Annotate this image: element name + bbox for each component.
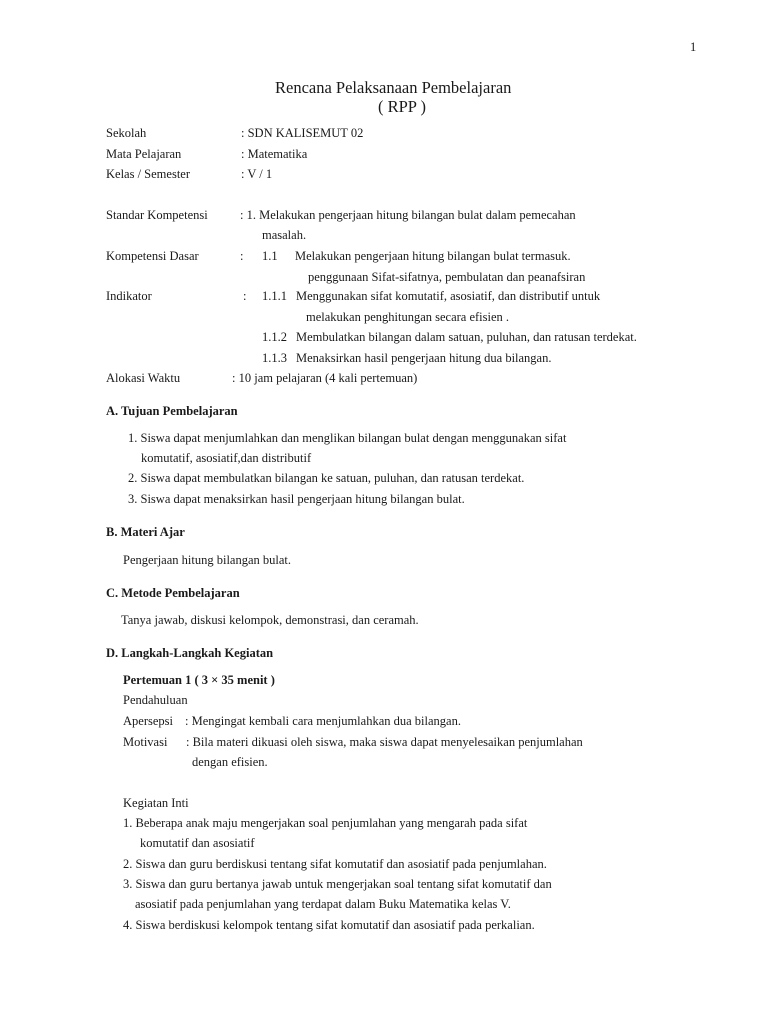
kegiatan-inti-item-2: 2. Siswa dan guru berdiskusi tentang sifat komutatif dan asosiatif pada penjumlahan.	[123, 857, 547, 871]
section-a-heading: A. Tujuan Pembelajaran	[106, 404, 238, 418]
standar-kompetensi-line1: : 1. Melakukan pengerjaan hitung bilangan bulat dalam pemecahan	[240, 208, 576, 222]
indikator-item-text: Menaksirkan hasil pengerjaan hitung dua bilangan.	[296, 351, 552, 365]
indikator-item-number: 1.1.3	[262, 351, 287, 365]
standar-kompetensi-line2: masalah.	[262, 228, 307, 242]
indikator-item-text: Membulatkan bilangan dalam satuan, puluhan, dan ratusan terdekat.	[296, 330, 637, 344]
indikator-item-number: 1.1.1	[262, 289, 287, 303]
apersepsi-text: : Mengingat kembali cara menjumlahkan dua bilangan.	[185, 714, 461, 728]
section-c-text: Tanya jawab, diskusi kelompok, demonstrasi, dan ceramah.	[121, 613, 419, 627]
kompetensi-dasar-number: 1.1	[262, 249, 278, 263]
kompetensi-dasar-colon: :	[240, 249, 244, 263]
identity-label-subject: Mata Pelajaran	[106, 147, 182, 161]
kegiatan-inti-item-1: 1. Beberapa anak maju mengerjakan soal penjumlahan yang mengarah pada sifat	[123, 816, 528, 830]
kegiatan-inti-item-1-cont: komutatif dan asosiatif	[140, 836, 255, 850]
pertemuan-heading: Pertemuan 1 ( 3 × 35 menit )	[123, 673, 275, 687]
identity-value-school: : SDN KALISEMUT 02	[241, 126, 364, 140]
section-a-item-3: 3. Siswa dapat menaksirkan hasil pengerjaan hitung bilangan bulat.	[128, 492, 465, 506]
indikator-item-text: Menggunakan sifat komutatif, asosiatif, dan distributif untuk	[296, 289, 601, 303]
motivasi-label: Motivasi	[123, 735, 168, 749]
kegiatan-inti-label: Kegiatan Inti	[123, 796, 189, 810]
document-subtitle: ( RPP )	[378, 97, 426, 116]
identity-label-class: Kelas / Semester	[106, 167, 191, 181]
indikator-item-number: 1.1.2	[262, 330, 287, 344]
kegiatan-inti-item-3: 3. Siswa dan guru bertanya jawab untuk mengerjakan soal tentang sifat komutatif dan	[123, 877, 552, 891]
apersepsi-label: Apersepsi	[123, 714, 173, 728]
alokasi-waktu-label: Alokasi Waktu	[106, 371, 181, 385]
kegiatan-inti-item-4: 4. Siswa berdiskusi kelompok tentang sifat komutatif dan asosiatif pada perkalian.	[123, 918, 535, 932]
identity-value-class: : V / 1	[241, 167, 273, 181]
indikator-label: Indikator	[106, 289, 152, 303]
motivasi-text: : Bila materi dikuasi oleh siswa, maka siswa dapat menyelesaikan penjumlahan	[186, 735, 583, 749]
page-number: 1	[690, 40, 697, 54]
document-title: Rencana Pelaksanaan Pembelajaran	[275, 78, 512, 97]
kompetensi-dasar-line2: penggunaan Sifat-sifatnya, pembulatan dan peanafsiran	[308, 270, 586, 284]
pendahuluan-label: Pendahuluan	[123, 693, 188, 707]
section-a-item-2: 2. Siswa dapat membulatkan bilangan ke satuan, puluhan, dan ratusan terdekat.	[128, 471, 525, 485]
indikator-colon: :	[243, 289, 247, 303]
section-b-heading: B. Materi Ajar	[106, 525, 185, 539]
section-d-heading: D. Langkah-Langkah Kegiatan	[106, 646, 274, 660]
alokasi-waktu-value: : 10 jam pelajaran (4 kali pertemuan)	[232, 371, 418, 385]
identity-label-school: Sekolah	[106, 126, 147, 140]
standar-kompetensi-label: Standar Kompetensi	[106, 208, 208, 222]
kegiatan-inti-item-3-cont: asosiatif pada penjumlahan yang terdapat dalam Buku Matematika kelas V.	[135, 897, 511, 911]
indikator-item-text-cont: melakukan penghitungan secara efisien .	[306, 310, 510, 324]
section-a-item-1-cont: komutatif, asosiatif,dan distributif	[141, 451, 312, 465]
kompetensi-dasar-line1: Melakukan pengerjaan hitung bilangan bulat termasuk.	[295, 249, 571, 263]
section-c-heading: C. Metode Pembelajaran	[106, 586, 240, 600]
identity-value-subject: : Matematika	[241, 147, 308, 161]
section-b-text: Pengerjaan hitung bilangan bulat.	[123, 553, 292, 567]
kompetensi-dasar-label: Kompetensi Dasar	[106, 249, 199, 263]
section-a-item-1: 1. Siswa dapat menjumlahkan dan menglikan bilangan bulat dengan menggunakan sifat	[128, 431, 567, 445]
motivasi-text-cont: dengan efisien.	[192, 755, 268, 769]
